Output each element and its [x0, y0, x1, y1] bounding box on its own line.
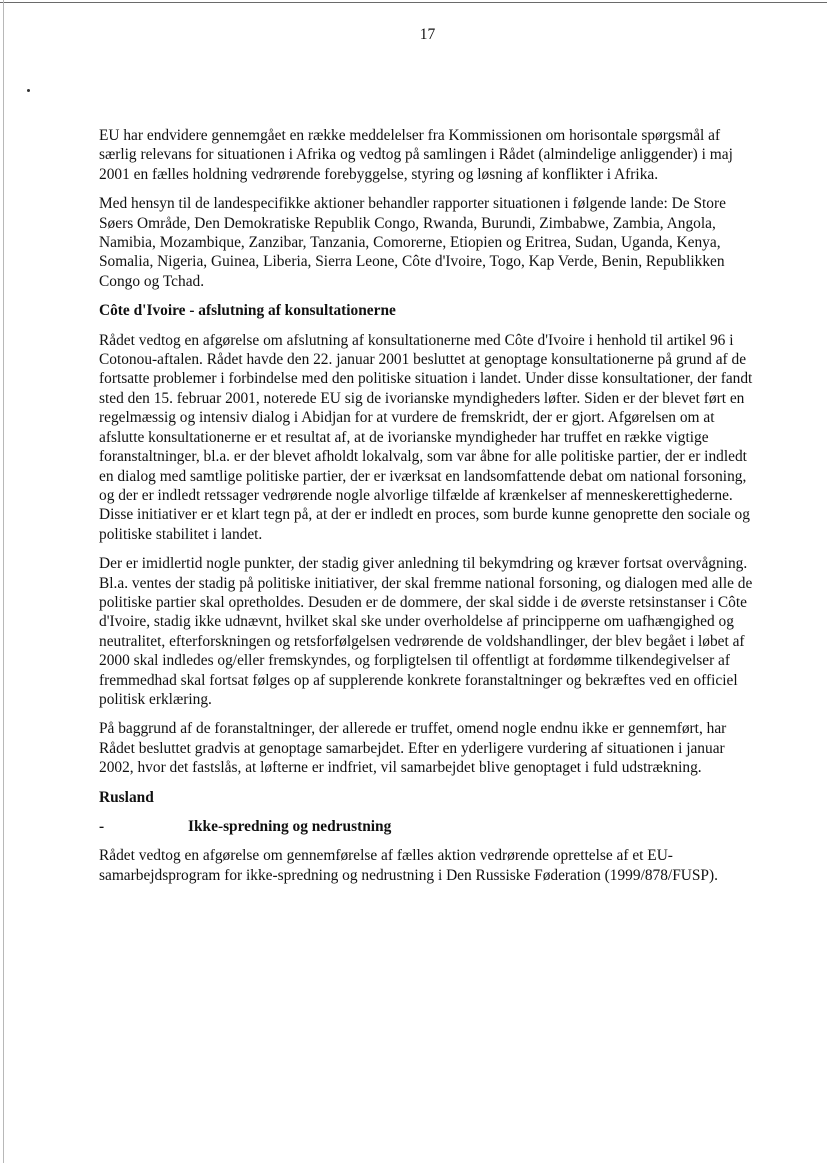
paragraph-remaining-concerns: Der er imidlertid nogle punkter, der stadig giver anledning til bekymdring og kræver fortsat overvågning. Bl.a. ventes der stadig på politiske initiativer, der skal fremme national forsoning, og dialogen med alle de politiske partier skal opretholdes. Desuden er de dommere, der skal sidde i de øverste retsinstanser i Côte d'Ivoire, stadig ikke udnævnt, hvilket skal ske under overholdelse af principperne om uafhængighed og neutralitet, efterforskningen og retsforfølgelsen vedrørende de voldshandlinger, der blev begået i løbet af 2000 skal indledes og/eller fremskyndes, og forpligtelsen til offentligt at fordømme tilkendegivelser af fremmedhad skal fortsat følges op af supplerende konkrete foranstaltninger og bekræftes ved en officiel politisk erklæring.	[99, 555, 753, 708]
subsection-heading-text: Ikke-spredning og nedrustning	[188, 818, 392, 835]
paragraph-cooperation-resumed: På baggrund af de foranstaltninger, der allerede er truffet, omend nogle endnu ikke er gennemført, har Rådet besluttet gradvis at genoptage samarbejdet. Efter en yderligere vurdering af situationen i januar 2002, hvor det fastslås, at løfterne er indfriet, vil samarbejdet blive genoptaget i fuld udstrækning.	[99, 720, 727, 777]
page-number: 17	[419, 26, 436, 43]
subsection-dash: -	[99, 818, 105, 835]
paragraph-eu-communications: EU har endvidere gennemgået en række meddelelser fra Kommissionen om horisontale spørgsmål af særlig relevans for situationen i Afrika og vedtog på samlingen i Rådet (almindelige anliggender) i maj 2001 en fælles holdning vedrørende forebyggelse, styring og løsning af konflikter i Afrika.	[99, 127, 733, 183]
paragraph-consultations-closed: Rådet vedtog en afgørelse om afslutning af konsultationerne med Côte d'Ivoire i henhold til artikel 96 i Cotonou-aftalen. Rådet havde den 22. januar 2001 besluttet at genoptage konsultationerne på grund af de fortsatte problemer i forbindelse med den politiske situation i landet. Under disse konsultationer, der fandt sted den 15. februar 2001, noterede EU sig de ivorianske myndigheders løfter. Siden er der blevet ført en regelmæssig og intensiv dialog i Abidjan for at vurdere de fremskridt, der er gjort. Afgørelsen om at afslutte konsultationerne er et resultat af, at de ivorianske myndigheder har truffet en række vigtige foranstaltninger, bl.a. er der blevet afholdt lokalvalg, som var åbne for alle politiske partier, der er indledt en dialog med samtlige politiske partier, der er iværksat en landsomfattende debat om national forsoning, og der er indledt retssager vedrørende nogle alvorlige tilfælde af krænkelser af menneskerettighederne. Disse initiativer er et klart tegn på, at der er indledt en proces, som burde kunne genoprette den sociale og politiske stabilitet i landet.	[99, 331, 753, 543]
scan-speck	[27, 89, 30, 92]
paragraph-joint-action: Rådet vedtog en afgørelse om gennemførelse af fælles aktion vedrørende oprettelse af et EU-samarbejdsprogram for ikke-spredning og nedrustning i Den Russiske Føderation (1999/878/FUSP).	[99, 847, 718, 884]
section-heading-russia: Rusland	[99, 788, 154, 806]
scan-top-border	[0, 2, 827, 3]
section-heading-cote-divoire: Côte d'Ivoire - afslutning af konsultationerne	[99, 302, 396, 320]
document-body	[99, 126, 759, 895]
subsection-heading-nonproliferation	[99, 817, 759, 836]
paragraph-country-list: Med hensyn til de landespecifikke aktioner behandler rapporter situationen i følgende lande: De Store Søers Område, Den Demokratiske Republik Congo, Rwanda, Burundi, Zimbabwe, Zambia, Angola, Namibia, Mozambique, Zanzibar, Tanzania, Comorerne, Etiopien og Eritrea, Sudan, Uganda, Kenya, Somalia, Nigeria, Guinea, Liberia, Sierra Leone, Côte d'Ivoire, Togo, Kap Verde, Benin, Republikken Congo og Tchad.	[99, 195, 726, 290]
scan-left-edge	[3, 0, 4, 1163]
